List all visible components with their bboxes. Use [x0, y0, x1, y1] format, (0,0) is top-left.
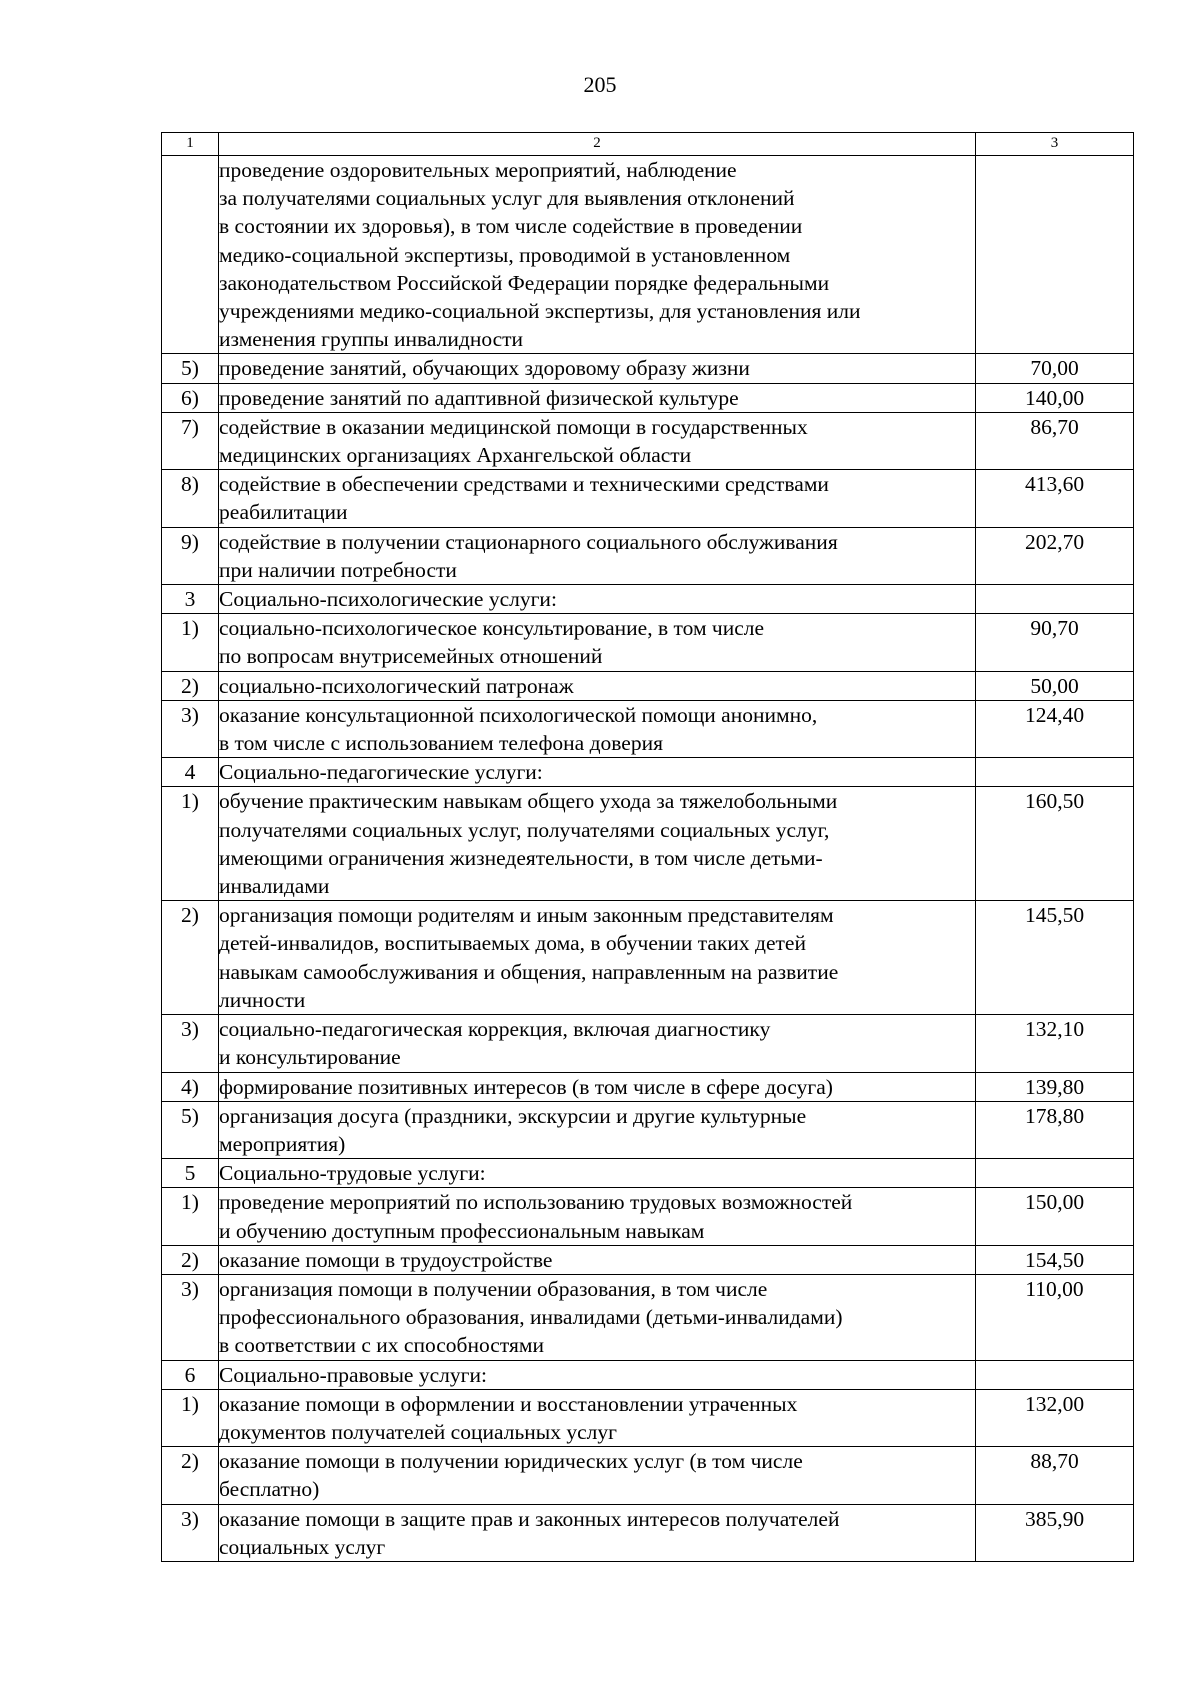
service-description-cell [219, 1245, 976, 1274]
description-line: имеющими ограничения жизнедеятельности, в том числе детьми- [219, 845, 823, 870]
service-description-cell [219, 901, 976, 1015]
description-line: социально-психологическое консультирование, в том числе [219, 616, 765, 641]
description-line: обучение практическим навыкам общего ухода за тяжелобольными [219, 789, 838, 814]
price-cell: 178,80 [976, 1101, 1134, 1158]
description-line: оказание помощи в защите прав и законных интересов получателей [219, 1506, 840, 1531]
table-row [162, 1245, 1134, 1274]
table-row [162, 1274, 1134, 1360]
price-cell: 110,00 [976, 1274, 1134, 1360]
service-description-cell [219, 1101, 976, 1158]
row-number-cell: 2) [162, 1447, 219, 1504]
price-cell: 145,50 [976, 901, 1134, 1015]
description-line: проведение занятий по адаптивной физической культуре [219, 385, 739, 410]
table-row [162, 527, 1134, 584]
table-row [162, 1159, 1134, 1188]
row-number-cell: 9) [162, 527, 219, 584]
price-cell: 124,40 [976, 700, 1134, 757]
description-line: в соответствии с их способностями [219, 1333, 544, 1358]
service-description-cell [219, 758, 976, 787]
description-line: навыкам самообслуживания и общения, направленным на развитие [219, 959, 839, 984]
description-line: инвалидами [219, 874, 330, 899]
price-cell: 385,90 [976, 1504, 1134, 1561]
table-row [162, 1447, 1134, 1504]
description-line: медико-социальной экспертизы, проводимой в установленном [219, 242, 791, 267]
service-description-cell [219, 1274, 976, 1360]
table-row [162, 412, 1134, 469]
table-row [162, 1389, 1134, 1446]
service-description-cell [219, 1015, 976, 1072]
price-cell [976, 1159, 1134, 1188]
description-line: и обучению доступным профессиональным навыкам [219, 1218, 705, 1243]
description-line: Социально-трудовые услуги: [219, 1161, 486, 1186]
table-row [162, 1015, 1134, 1072]
description-line: формирование позитивных интересов (в том числе в сфере досуга) [219, 1074, 833, 1099]
row-number-cell: 1) [162, 787, 219, 901]
row-number-cell: 7) [162, 412, 219, 469]
service-description-cell [219, 354, 976, 383]
row-number-cell: 5) [162, 354, 219, 383]
service-description-cell [219, 156, 976, 354]
table-row [162, 354, 1134, 383]
price-cell: 413,60 [976, 470, 1134, 527]
service-description-cell [219, 585, 976, 614]
description-line: учреждениями медико-социальной экспертизы, для установления или [219, 299, 861, 324]
description-line: медицинских организациях Архангельской области [219, 443, 692, 468]
description-line: по вопросам внутрисемейных отношений [219, 644, 603, 669]
description-line: за получателями социальных услуг для выявления отклонений [219, 186, 795, 211]
row-number-cell: 2) [162, 1245, 219, 1274]
service-description-cell [219, 671, 976, 700]
service-description-cell [219, 383, 976, 412]
description-line: мероприятия) [219, 1131, 346, 1156]
description-line: Социально-правовые услуги: [219, 1362, 487, 1387]
column-header-1: 1 [162, 133, 219, 156]
column-header-3: 3 [976, 133, 1134, 156]
description-line: Социально-психологические услуги: [219, 587, 557, 612]
table-row [162, 1101, 1134, 1158]
description-line: детей-инвалидов, воспитываемых дома, в обучении таких детей [219, 931, 806, 956]
row-number-cell: 3) [162, 1274, 219, 1360]
row-number-cell: 2) [162, 901, 219, 1015]
row-number-cell: 1) [162, 614, 219, 671]
description-line: содействие в получении стационарного социального обслуживания [219, 529, 838, 554]
description-line: бесплатно) [219, 1477, 320, 1502]
description-line: изменения группы инвалидности [219, 327, 524, 352]
continuation-row [162, 156, 1134, 354]
row-number-cell: 3) [162, 1504, 219, 1561]
table-header-row [162, 133, 1134, 156]
row-number-cell [162, 156, 219, 354]
description-line: документов получателей социальных услуг [219, 1419, 617, 1444]
table-row [162, 383, 1134, 412]
row-number-cell: 2) [162, 671, 219, 700]
service-description-cell [219, 700, 976, 757]
price-cell: 50,00 [976, 671, 1134, 700]
service-description-cell [219, 614, 976, 671]
table-row [162, 671, 1134, 700]
description-line: социально-психологический патронаж [219, 673, 574, 698]
price-cell [976, 585, 1134, 614]
row-number-cell: 1) [162, 1389, 219, 1446]
table-row [162, 1072, 1134, 1101]
row-number-cell: 4) [162, 1072, 219, 1101]
row-number-cell: 3 [162, 585, 219, 614]
description-line: в том числе с использованием телефона доверия [219, 731, 663, 756]
price-cell: 86,70 [976, 412, 1134, 469]
price-cell: 88,70 [976, 1447, 1134, 1504]
description-line: при наличии потребности [219, 557, 457, 582]
description-line: оказание помощи в трудоустройстве [219, 1247, 553, 1272]
table-row [162, 787, 1134, 901]
price-cell: 139,80 [976, 1072, 1134, 1101]
description-line: в состоянии их здоровья), в том числе содействие в проведении [219, 214, 803, 239]
page-number: 205 [583, 72, 617, 97]
price-cell: 202,70 [976, 527, 1134, 584]
description-line: оказание помощи в получении юридических услуг (в том числе [219, 1449, 803, 1474]
table-body [162, 156, 1134, 1562]
service-description-cell [219, 470, 976, 527]
description-line: реабилитации [219, 500, 348, 525]
table-row [162, 614, 1134, 671]
service-description-cell [219, 1504, 976, 1561]
row-number-cell: 4 [162, 758, 219, 787]
price-cell: 90,70 [976, 614, 1134, 671]
table-row [162, 470, 1134, 527]
service-description-cell [219, 1389, 976, 1446]
row-number-cell: 5) [162, 1101, 219, 1158]
column-header-2: 2 [219, 133, 976, 156]
price-cell: 70,00 [976, 354, 1134, 383]
service-description-cell [219, 1159, 976, 1188]
description-line: социальных услуг [219, 1534, 386, 1559]
row-number-cell: 6) [162, 383, 219, 412]
description-line: социально-педагогическая коррекция, включая диагностику [219, 1017, 771, 1042]
service-description-cell [219, 1360, 976, 1389]
table-row [162, 1188, 1134, 1245]
description-line: организация помощи родителям и иным законным представителям [219, 903, 834, 928]
description-line: проведение мероприятий по использованию трудовых возможностей [219, 1190, 853, 1215]
table-row [162, 901, 1134, 1015]
table-row [162, 1360, 1134, 1389]
description-line: организация досуга (праздники, экскурсии и другие культурные [219, 1103, 807, 1128]
row-number-cell: 6 [162, 1360, 219, 1389]
service-description-cell [219, 1072, 976, 1101]
price-cell [976, 758, 1134, 787]
row-number-cell: 1) [162, 1188, 219, 1245]
price-cell: 154,50 [976, 1245, 1134, 1274]
table-row [162, 585, 1134, 614]
description-line: содействие в обеспечении средствами и техническими средствами [219, 472, 829, 497]
service-description-cell [219, 1447, 976, 1504]
row-number-cell: 5 [162, 1159, 219, 1188]
price-cell: 140,00 [976, 383, 1134, 412]
service-description-cell [219, 527, 976, 584]
description-line: проведение оздоровительных мероприятий, наблюдение [219, 158, 737, 182]
description-line: организация помощи в получении образования, в том числе [219, 1276, 768, 1301]
table-row [162, 700, 1134, 757]
price-cell: 132,10 [976, 1015, 1134, 1072]
description-line: профессионального образования, инвалидами (детьми-инвалидами) [219, 1305, 843, 1330]
description-line: получателями социальных услуг, получателями социальных услуг, [219, 817, 830, 842]
table-row [162, 1504, 1134, 1561]
description-line: Социально-педагогические услуги: [219, 760, 543, 785]
description-line: содействие в оказании медицинской помощи в государственных [219, 414, 808, 439]
table-row [162, 758, 1134, 787]
description-line: и консультирование [219, 1045, 401, 1070]
price-cell [976, 1360, 1134, 1389]
service-description-cell [219, 412, 976, 469]
row-number-cell: 8) [162, 470, 219, 527]
services-price-table [161, 132, 1134, 1562]
price-cell: 160,50 [976, 787, 1134, 901]
price-cell: 132,00 [976, 1389, 1134, 1446]
service-description-cell [219, 1188, 976, 1245]
description-line: проведение занятий, обучающих здоровому образу жизни [219, 356, 750, 381]
service-description-cell [219, 787, 976, 901]
price-cell [976, 156, 1134, 354]
description-line: законодательством Российской Федерации порядке федеральными [219, 270, 830, 295]
row-number-cell: 3) [162, 700, 219, 757]
price-cell: 150,00 [976, 1188, 1134, 1245]
description-line: личности [219, 987, 306, 1012]
row-number-cell: 3) [162, 1015, 219, 1072]
description-line: оказание помощи в оформлении и восстановлении утраченных [219, 1391, 798, 1416]
description-line: оказание консультационной психологической помощи анонимно, [219, 702, 818, 727]
